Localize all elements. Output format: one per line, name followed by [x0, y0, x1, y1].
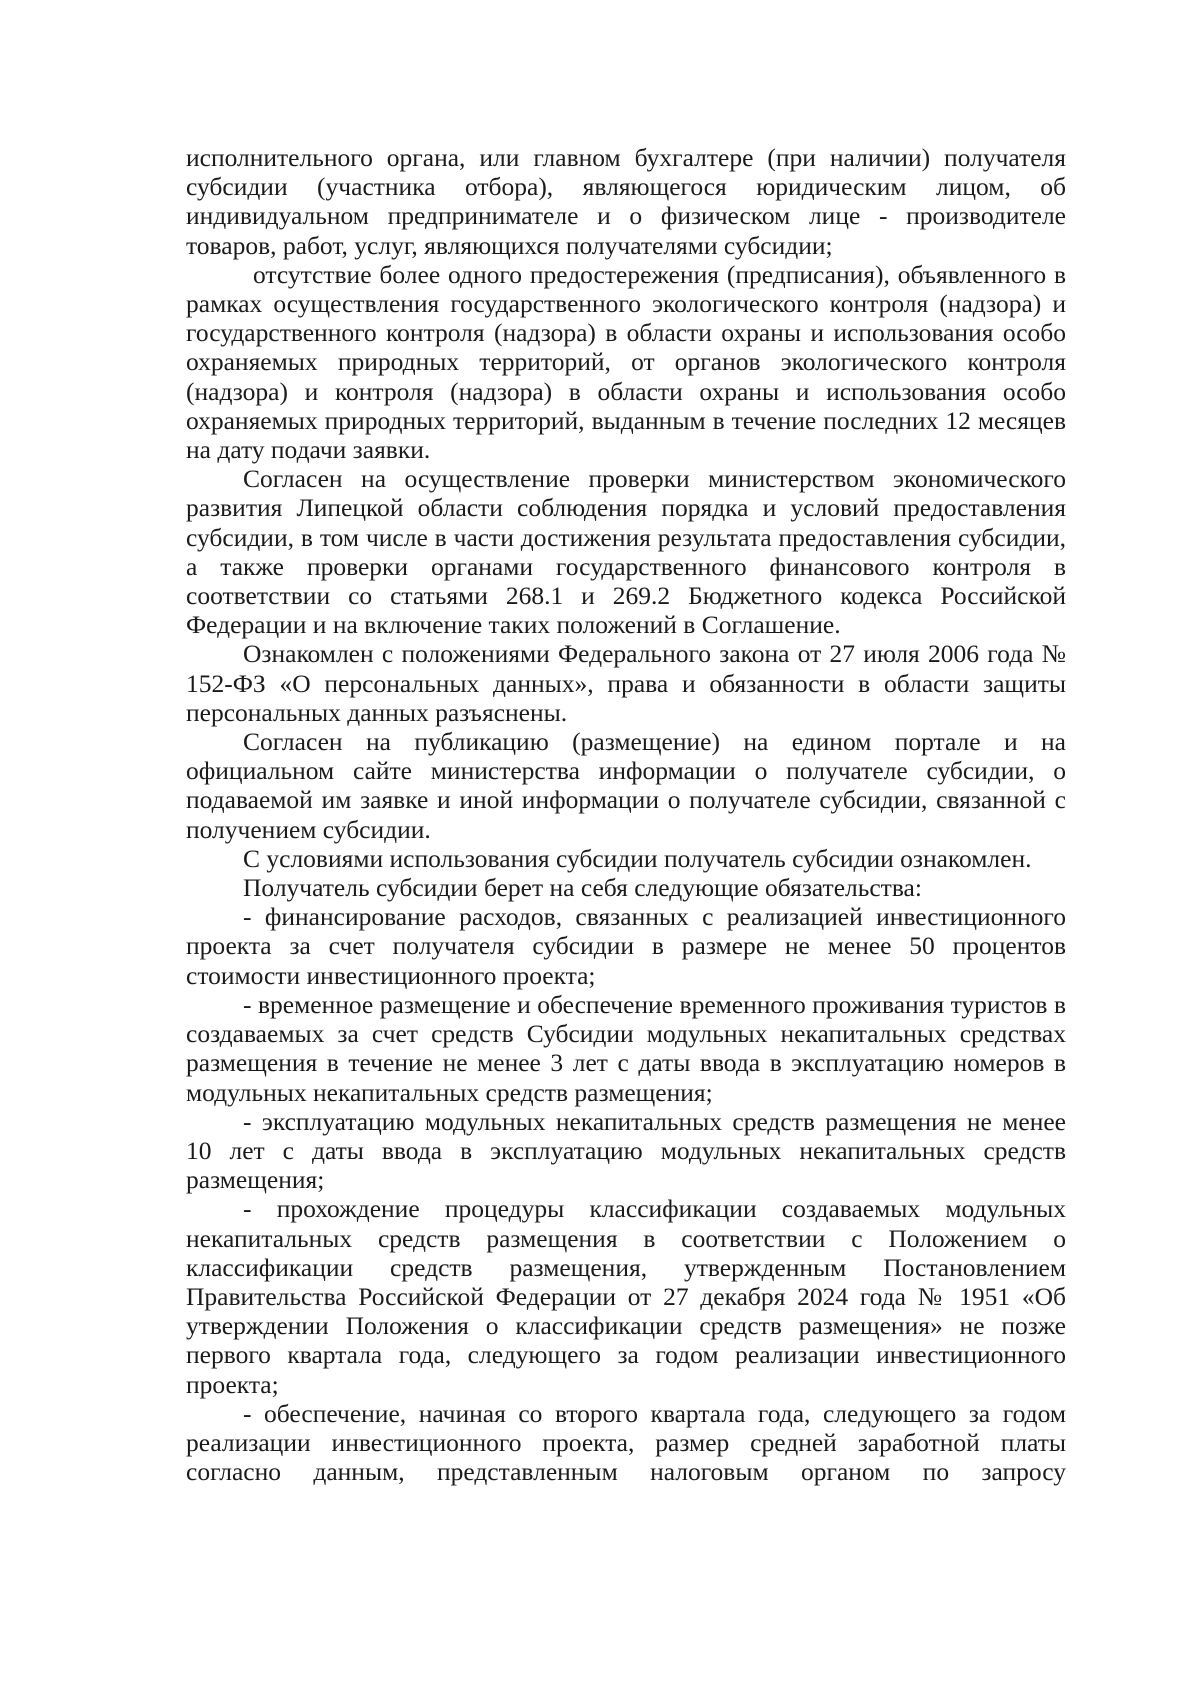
paragraph-recipient-info: исполнительного органа, или главном бухгалтере (при наличии) получателя субсидии (участника отбора), являющегося юридическим лицом, об индивидуальном предпринимателе и о физическом лице - производителе товаров, работ, услуг, являющихся получателями субсидии;	[186, 143, 1066, 260]
paragraph-obligations-intro: Получатель субсидии берет на себя следующие обязательства:	[243, 873, 922, 903]
paragraph-no-warnings: отсутствие более одного предостережения (предписания), объявленного в рамках осуществления государственного экологического контроля (надзора) и государственного контроля (надзора) в области охраны и использования особо охраняемых природных территорий, от органов экологического контроля (надзора) и контроля (надзора) в области охраны и использования особо охраняемых природных территорий, выданным в течение последних 12 месяцев на дату подачи заявки.	[186, 259, 1066, 465]
paragraph-consent-inspection: Согласен на осуществление проверки министерством экономического развития Липецкой области соблюдения порядка и условий предоставления субсидии, в том числе в части достижения результата предоставления субсидии, а также проверки органами государственного финансового контроля в соответствии со статьями 268.1 и 269.2 Бюджетного кодекса Российской Федерации и на включение таких положений в Соглашение.	[186, 464, 1066, 640]
obligation-operation-period: - эксплуатацию модульных некапитальных средств размещения не менее 10 лет с даты ввода в эксплуатацию модульных некапитальных средств размещения;	[186, 1106, 1066, 1195]
obligation-tourist-accommodation: - временное размещение и обеспечение временного проживания туристов в создаваемых за счет средств Субсидии модульных некапитальных средствах размещения в течение не менее 3 лет с даты ввода в эксплуатацию номеров в модульных некапитальных средств размещения;	[186, 989, 1066, 1107]
paragraph-personal-data: Ознакомлен с положениями Федерального закона от 27 июля 2006 года № 152-ФЗ «О персональных данных», права и обязанности в области защиты персональных данных разъяснены.	[186, 639, 1066, 727]
paragraph-consent-publication: Согласен на публикацию (размещение) на едином портале и на официальном сайте министерства информации о получателе субсидии, о подаваемой им заявке и иной информации о получателе субсидии, связанной с получением субсидии.	[186, 727, 1066, 844]
obligation-financing: - финансирование расходов, связанных с реализацией инвестиционного проекта за счет получателя субсидии в размере не менее 50 процентов стоимости инвестиционного проекта;	[186, 902, 1066, 990]
document-body	[186, 143, 1066, 1486]
obligation-average-salary: - обеспечение, начиная со второго квартала года, следующего за годом реализации инвестиционного проекта, размер средней заработной платы согласно данным, представленным налоговым органом по запросу	[186, 1398, 1066, 1487]
paragraph-conditions-acknowledged: С условиями использования субсидии получатель субсидии ознакомлен.	[243, 843, 1032, 873]
obligation-classification: - прохождение процедуры классификации создаваемых модульных некапитальных средств размещения в соответствии с Положением о классификации средств размещения, утвержденным Постановлением Правительства Российской Федерации от 27 декабря 2024 года № 1951 «Об утверждении Положения о классификации средств размещения» не позже первого квартала года, следующего за годом реализации инвестиционного проекта;	[186, 1194, 1066, 1399]
